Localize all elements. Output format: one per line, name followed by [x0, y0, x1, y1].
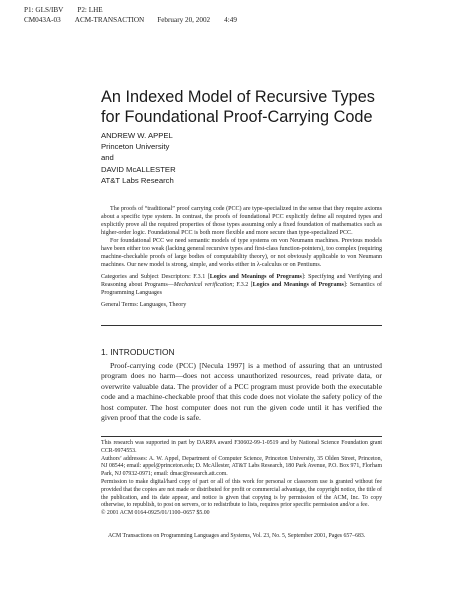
running-header-line-2 [24, 16, 237, 25]
body-paragraph: Proof-carrying code (PCC) [Necula 1997] is a method of assuring that an untrusted program does no harm—does not access unauthorized resources, read private data, or overwrite valuable data. The provider of a PCC program must provide both the executable code and a machine-checkable proof that this code does not violate the safety policy of the host computer. The host computer does not run the given code until it has verified the given proof that the code is safe. [101, 361, 382, 423]
footnote-addresses: Authors’ addresses: A. W. Appel, Department of Computer Science, Princeton University, 35 Olden Street, Princeton, NJ 08544; email: appel@princeton.edu; D. McAllester, AT&T Labs Research, 180 Park Avenue, P.O. Box 971, Florham Park, NJ 07932-0971; email: dmac@research.att.com. [101, 455, 382, 478]
abstract-paragraph: For foundational PCC we need semantic models of type systems on von Neumann machines. Previous models have been either too weak (lacking general recursive types and first-class function-pointers), too complex (requiring machine-checkable proofs of large bodies of computability theory), or not obviously applicable to von Neumann machines. Our new model is strong, simple, and works either in λ-calculus or on Pentiums. [101, 238, 382, 268]
descriptor-text: ; F.3.2 [ [232, 282, 253, 288]
header-field: P2: LHE [77, 6, 103, 14]
running-header-line-1 [24, 6, 103, 15]
section-body [101, 361, 382, 423]
subject-descriptors [101, 273, 382, 297]
descriptor-text: ]: Specifying and Verifying and Reasoning about Programs— [101, 274, 382, 288]
paper-title [101, 88, 441, 127]
footnotes [101, 440, 382, 518]
header-field: CM043A-03 [24, 16, 61, 24]
author-name: DAVID McALLESTER [101, 164, 176, 174]
abstract-divider [101, 325, 382, 326]
header-field: 4:49 [224, 16, 237, 24]
author-affiliation: AT&T Labs Research [101, 175, 174, 185]
abstract-paragraph: The proofs of “traditional” proof carrying code (PCC) are type-specialized in the sense that they require axioms about a specific type system. In contrast, the proofs of foundational PCC explicitly define all required types and explicitly prove all the required properties of those types assuming only a fixed foundation of mathematics such as higher-order logic. Foundational PCC is both more flexible and more secure than type-specialized PCC. [101, 206, 382, 236]
footnote-copyright: © 2001 ACM 0164-0925/01/1100–0657 $5.00 [101, 510, 210, 517]
descriptor-text: ]: Semantics of Programming Languages [101, 282, 382, 296]
author-block [101, 130, 176, 186]
descriptor-text: Categories and Subject Descriptors: F.3.1 [ [101, 274, 210, 280]
author-conjunction: and [101, 153, 114, 163]
descriptor-bold: Logics and Meanings of Programs [209, 274, 302, 280]
header-field: ACM-TRANSACTION [74, 16, 145, 24]
descriptor-italic: Mechanical verification [173, 282, 233, 288]
abstract [101, 205, 382, 309]
author-name: ANDREW W. APPEL [101, 131, 173, 140]
author-affiliation: Princeton University [101, 142, 170, 152]
general-terms: General Terms: Languages, Theory [101, 302, 187, 308]
footnote-permission: Permission to make digital/hard copy of part or all of this work for personal or classroom use is granted without fee provided that the copies are not made or distributed for profit or commercial advantage, the copyright notice, the title of the publication, and its date appear, and notice is given that copying is by permission of the ACM, Inc. To copy otherwise, to republish, to post on servers, or to redistribute to lists, requires prior specific permission and/or a fee. [101, 478, 382, 509]
header-field: P1: GLS/IBV [24, 6, 64, 14]
title-line: for Foundational Proof-Carrying Code [101, 107, 373, 126]
section-heading: 1. INTRODUCTION [101, 347, 175, 357]
title-line: An Indexed Model of Recursive Types [101, 88, 375, 106]
header-field: February 20, 2002 [157, 16, 211, 24]
descriptor-bold: Logics and Meanings of Programs [252, 282, 344, 288]
footnote-divider [101, 436, 382, 437]
journal-citation: ACM Transactions on Programming Languages and Systems, Vol. 23, No. 5, September 2001, Pages 657–683. [108, 533, 366, 539]
footnote-support: This research was supported in part by DARPA award F30602-99-1-0519 and by National Science Foundation grant CCR-9974553. [101, 440, 382, 454]
